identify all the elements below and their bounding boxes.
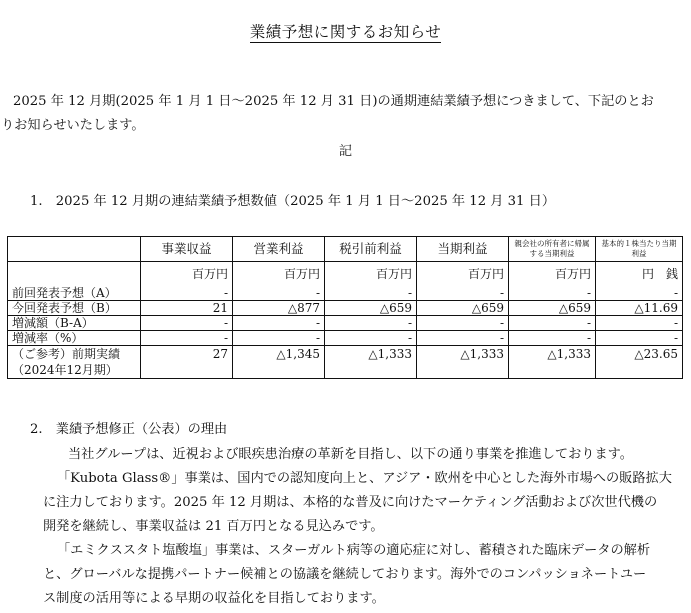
header-operating-profit: 営業利益	[233, 237, 325, 262]
table-cell: -	[141, 331, 233, 346]
table-row	[8, 316, 683, 331]
table-cell: △659	[417, 301, 509, 316]
table-cell: -	[233, 286, 325, 301]
table-cell: -	[325, 316, 417, 331]
unit-blank	[8, 262, 141, 287]
table-cell: △659	[325, 301, 417, 316]
table-cell: △659	[509, 301, 596, 316]
table-cell: -	[233, 316, 325, 331]
units-row	[8, 262, 683, 287]
unit-cell: 百万円	[325, 262, 417, 287]
header-owners-profit: 親会社の所有者に帰属する当期利益	[509, 237, 596, 262]
table-cell: -	[141, 286, 233, 301]
body-line-6: と、グローバルな提携パートナー候補との協議を継続しております。海外でのコンパッショネートユー	[43, 567, 647, 582]
header-eps: 基本的１株当たり当期利益	[596, 237, 683, 262]
row-label: （ご参考）前期実績（2024年12月期）	[8, 346, 141, 379]
table-cell: -	[509, 286, 596, 301]
row-label: 増減額（B-A）	[8, 316, 141, 331]
row-label: 今回発表予想（B）	[8, 301, 141, 316]
section-2-heading: 2. 業績予想修正（公表）の理由	[30, 422, 228, 437]
body-line-4: 開発を継続し、事業収益は 21 百万円となる見込みです。	[43, 519, 384, 534]
document-title: 業績予想に関するお知らせ	[249, 23, 442, 41]
body-line-2: 「Kubota Glass®」事業は、国内での認知度向上と、アジア・欧州を中心とした海外市場への販路拡大	[57, 471, 672, 486]
unit-cell: 百万円	[417, 262, 509, 287]
table-row	[8, 331, 683, 346]
table-cell: -	[417, 316, 509, 331]
table-cell: △877	[233, 301, 325, 316]
header-net-profit: 当期利益	[417, 237, 509, 262]
table-cell: -	[596, 286, 683, 301]
table-cell: △1,333	[509, 346, 596, 379]
table-row	[8, 286, 683, 301]
row-label: 増減率（%）	[8, 331, 141, 346]
body-line-3: に注力しております。2025 年 12 月期は、本格的な普及に向けたマーケティング活動および次世代機の	[43, 495, 658, 510]
unit-cell: 百万円	[233, 262, 325, 287]
header-revenue: 事業収益	[141, 237, 233, 262]
body-line-5: 「エミクススタト塩酸塩」事業は、スターガルト病等の適応症に対し、蓄積された臨床データの解析	[57, 543, 651, 558]
table-cell: -	[141, 316, 233, 331]
table-cell: △1,333	[417, 346, 509, 379]
table-cell: -	[509, 316, 596, 331]
header-pretax-profit: 税引前利益	[325, 237, 417, 262]
table-cell: △11.69	[596, 301, 683, 316]
table-cell: -	[509, 331, 596, 346]
table-cell: -	[325, 331, 417, 346]
table-cell: -	[417, 286, 509, 301]
table-cell: -	[596, 316, 683, 331]
section-1-heading: 1. 2025 年 12 月期の連結業績予想数値（2025 年 1 月 1 日～2025 年 12 月 31 日）	[30, 194, 556, 209]
header-blank	[8, 237, 141, 262]
unit-cell: 円 銭	[596, 262, 683, 287]
table-header-row	[8, 237, 683, 262]
table-cell: -	[233, 331, 325, 346]
table-cell: △23.65	[596, 346, 683, 379]
row-label: 前回発表予想（A）	[8, 286, 141, 301]
ki-marker: 記	[338, 144, 353, 159]
table-cell: △1,345	[233, 346, 325, 379]
table-cell: -	[417, 331, 509, 346]
intro-line-2: りお知らせいたします。	[1, 118, 145, 133]
body-line-1: 当社グループは、近視および眼疾患治療の革新を目指し、以下の通り事業を推進しております。	[68, 447, 633, 462]
unit-cell: 百万円	[509, 262, 596, 287]
table-row	[8, 301, 683, 316]
intro-line-1: 2025 年 12 月期(2025 年 1 月 1 日～2025 年 12 月 31 日)の通期連結業績予想につきまして、下記のとお	[13, 94, 654, 109]
unit-cell: 百万円	[141, 262, 233, 287]
table-cell: -	[596, 331, 683, 346]
table-row	[8, 346, 683, 379]
forecast-table	[7, 236, 683, 379]
body-line-7: ス制度の活用等による早期の収益化を目指しております。	[43, 591, 385, 606]
table-cell: 27	[141, 346, 233, 379]
table-cell: △1,333	[325, 346, 417, 379]
table-cell: -	[325, 286, 417, 301]
table-cell: 21	[141, 301, 233, 316]
